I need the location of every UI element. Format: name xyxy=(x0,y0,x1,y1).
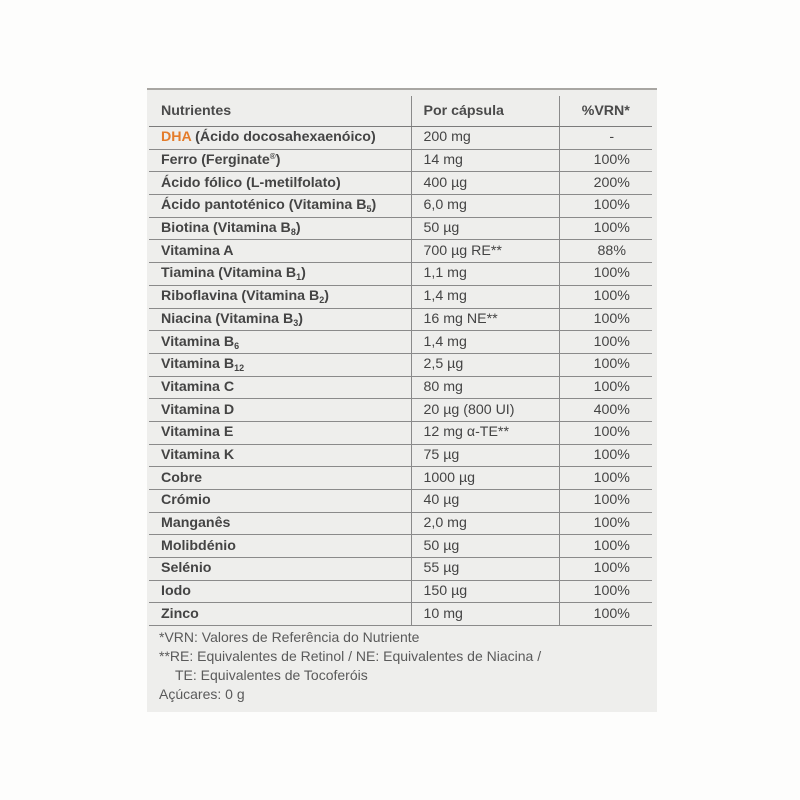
nutrient-name-text: Iodo xyxy=(161,583,191,600)
vrn-percent: 100% xyxy=(559,444,652,467)
nutrient-name xyxy=(149,308,411,331)
table-row xyxy=(149,376,652,399)
nutrient-name-text: Tiamina (Vitamina B xyxy=(161,265,297,282)
table-header-row xyxy=(149,96,652,127)
vrn-percent: 100% xyxy=(559,603,652,626)
vrn-percent: - xyxy=(559,127,652,150)
nutrient-name xyxy=(149,149,411,172)
nutrient-name-text: Vitamina C xyxy=(161,378,235,395)
amount-per-capsule: 50 µg xyxy=(411,217,559,240)
nutrient-name-suffix: ) xyxy=(324,288,329,305)
nutrient-name xyxy=(149,127,411,150)
sugars-note: Açúcares: 0 g xyxy=(159,686,245,702)
subscript: 12 xyxy=(234,363,245,374)
amount-per-capsule: 150 µg xyxy=(411,580,559,603)
vrn-percent: 100% xyxy=(559,535,652,558)
amount-per-capsule: 55 µg xyxy=(411,558,559,581)
vrn-percent: 100% xyxy=(559,353,652,376)
subscript: 8 xyxy=(290,227,296,238)
nutrient-name-suffix: ) xyxy=(371,197,377,214)
nutrient-name xyxy=(149,353,411,376)
nutrient-name-text: (Ácido docosahexaenóico) xyxy=(191,129,376,146)
nutrient-name xyxy=(149,580,411,603)
nutrient-name-text: Vitamina D xyxy=(161,401,235,418)
vrn-percent: 100% xyxy=(559,512,652,535)
subscript: 1 xyxy=(296,272,302,283)
nutrient-name-suffix: ) xyxy=(275,152,281,169)
nutrient-name-text: Vitamina K xyxy=(161,446,235,463)
amount-per-capsule: 2,5 µg xyxy=(411,353,559,376)
subscript: 6 xyxy=(234,340,240,351)
vrn-percent: 100% xyxy=(559,149,652,172)
nutrient-name-text: Selénio xyxy=(161,560,212,577)
table-row xyxy=(149,263,652,286)
subscript: 5 xyxy=(366,204,372,215)
amount-per-capsule: 75 µg xyxy=(411,444,559,467)
footnote-te: TE: Equivalentes de Tocoferóis xyxy=(175,667,368,683)
nutrient-name-suffix: ) xyxy=(301,265,306,282)
table-row xyxy=(149,512,652,535)
nutrient-name xyxy=(149,172,411,195)
table-row xyxy=(149,467,652,490)
footnote-vrn: *VRN: Valores de Referência do Nutriente xyxy=(159,629,420,645)
nutrient-name-text: Vitamina B xyxy=(161,356,235,373)
table-row xyxy=(149,399,652,422)
vrn-percent: 200% xyxy=(559,172,652,195)
header-vrn: %VRN* xyxy=(559,96,652,127)
nutrient-name-text: Molibdénio xyxy=(161,537,236,554)
vrn-percent: 100% xyxy=(559,195,652,218)
amount-per-capsule: 40 µg xyxy=(411,490,559,513)
table-body xyxy=(149,127,652,626)
table-row xyxy=(149,172,652,195)
nutrient-name xyxy=(149,399,411,422)
nutrient-name xyxy=(149,558,411,581)
vrn-percent: 100% xyxy=(559,467,652,490)
nutrient-name xyxy=(149,512,411,535)
footnotes xyxy=(159,628,639,704)
amount-per-capsule: 1,4 mg xyxy=(411,285,559,308)
table-row xyxy=(149,490,652,513)
registered-mark: ® xyxy=(269,152,276,162)
amount-per-capsule: 20 µg (800 UI) xyxy=(411,399,559,422)
nutrient-name xyxy=(149,240,411,263)
subscript: 2 xyxy=(319,295,325,306)
amount-per-capsule: 6,0 mg xyxy=(411,195,559,218)
amount-per-capsule: 12 mg α-TE** xyxy=(411,421,559,444)
nutrient-name-text: Cobre xyxy=(161,469,202,486)
table-row xyxy=(149,331,652,354)
vrn-percent: 100% xyxy=(559,217,652,240)
subscript: 3 xyxy=(293,317,299,328)
nutrient-name xyxy=(149,535,411,558)
nutrition-label xyxy=(147,88,657,712)
amount-per-capsule: 80 mg xyxy=(411,376,559,399)
footnote-re-ne: **RE: Equivalentes de Retinol / NE: Equivalentes de Niacina / xyxy=(159,648,542,664)
table-row xyxy=(149,195,652,218)
amount-per-capsule: 2,0 mg xyxy=(411,512,559,535)
nutrient-name xyxy=(149,195,411,218)
table-row xyxy=(149,603,652,626)
amount-per-capsule: 14 mg xyxy=(411,149,559,172)
nutrient-name-text: Manganês xyxy=(161,515,231,532)
table-row xyxy=(149,353,652,376)
vrn-percent: 100% xyxy=(559,263,652,286)
vrn-percent: 88% xyxy=(559,240,652,263)
amount-per-capsule: 400 µg xyxy=(411,172,559,195)
table-row xyxy=(149,444,652,467)
amount-per-capsule: 16 mg NE** xyxy=(411,308,559,331)
header-nutrients: Nutrientes xyxy=(149,96,411,127)
amount-per-capsule: 1,4 mg xyxy=(411,331,559,354)
nutrient-name xyxy=(149,603,411,626)
nutrient-name-suffix: ) xyxy=(295,220,301,237)
nutrient-name-text: Biotina (Vitamina B xyxy=(161,220,291,237)
amount-per-capsule: 1,1 mg xyxy=(411,263,559,286)
table-row xyxy=(149,580,652,603)
amount-per-capsule: 700 µg RE** xyxy=(411,240,559,263)
table-row xyxy=(149,535,652,558)
amount-per-capsule: 50 µg xyxy=(411,535,559,558)
vrn-percent: 100% xyxy=(559,421,652,444)
dha-highlight: DHA xyxy=(161,129,192,146)
nutrient-name-text: Riboflavina (Vitamina B xyxy=(161,288,320,305)
header-per-capsule: Por cápsula xyxy=(411,96,559,127)
amount-per-capsule: 1000 µg xyxy=(411,467,559,490)
nutrient-name-text: Crómio xyxy=(161,492,211,509)
amount-per-capsule: 200 mg xyxy=(411,127,559,150)
amount-per-capsule: 10 mg xyxy=(411,603,559,626)
nutrient-name xyxy=(149,331,411,354)
table-row xyxy=(149,240,652,263)
nutrition-table xyxy=(149,96,652,626)
nutrient-name xyxy=(149,263,411,286)
nutrient-name xyxy=(149,376,411,399)
vrn-percent: 100% xyxy=(559,558,652,581)
nutrient-name-text: Ferro (Ferginate xyxy=(161,152,270,169)
nutrient-name-text: Ácido fólico (L-metilfolato) xyxy=(161,174,341,191)
vrn-percent: 100% xyxy=(559,376,652,399)
nutrient-name-text: Vitamina A xyxy=(161,242,234,259)
nutrient-name-suffix: ) xyxy=(298,310,303,327)
table-row xyxy=(149,127,652,150)
vrn-percent: 100% xyxy=(559,285,652,308)
table-row xyxy=(149,217,652,240)
nutrient-name-text: Vitamina B xyxy=(161,333,235,350)
table-row xyxy=(149,149,652,172)
nutrient-name xyxy=(149,444,411,467)
nutrient-name xyxy=(149,217,411,240)
table-row xyxy=(149,558,652,581)
table-row xyxy=(149,421,652,444)
nutrient-name-text: Vitamina E xyxy=(161,424,234,441)
vrn-percent: 100% xyxy=(559,331,652,354)
table-row xyxy=(149,308,652,331)
nutrient-name-text: Zinco xyxy=(161,605,199,622)
vrn-percent: 100% xyxy=(559,490,652,513)
nutrient-name xyxy=(149,285,411,308)
vrn-percent: 400% xyxy=(559,399,652,422)
vrn-percent: 100% xyxy=(559,580,652,603)
nutrient-name-text: Niacina (Vitamina B xyxy=(161,310,294,327)
vrn-percent: 100% xyxy=(559,308,652,331)
nutrient-name xyxy=(149,421,411,444)
table-row xyxy=(149,285,652,308)
nutrient-name-text: Ácido pantoténico (Vitamina B xyxy=(161,197,367,214)
nutrient-name xyxy=(149,467,411,490)
nutrient-name xyxy=(149,490,411,513)
